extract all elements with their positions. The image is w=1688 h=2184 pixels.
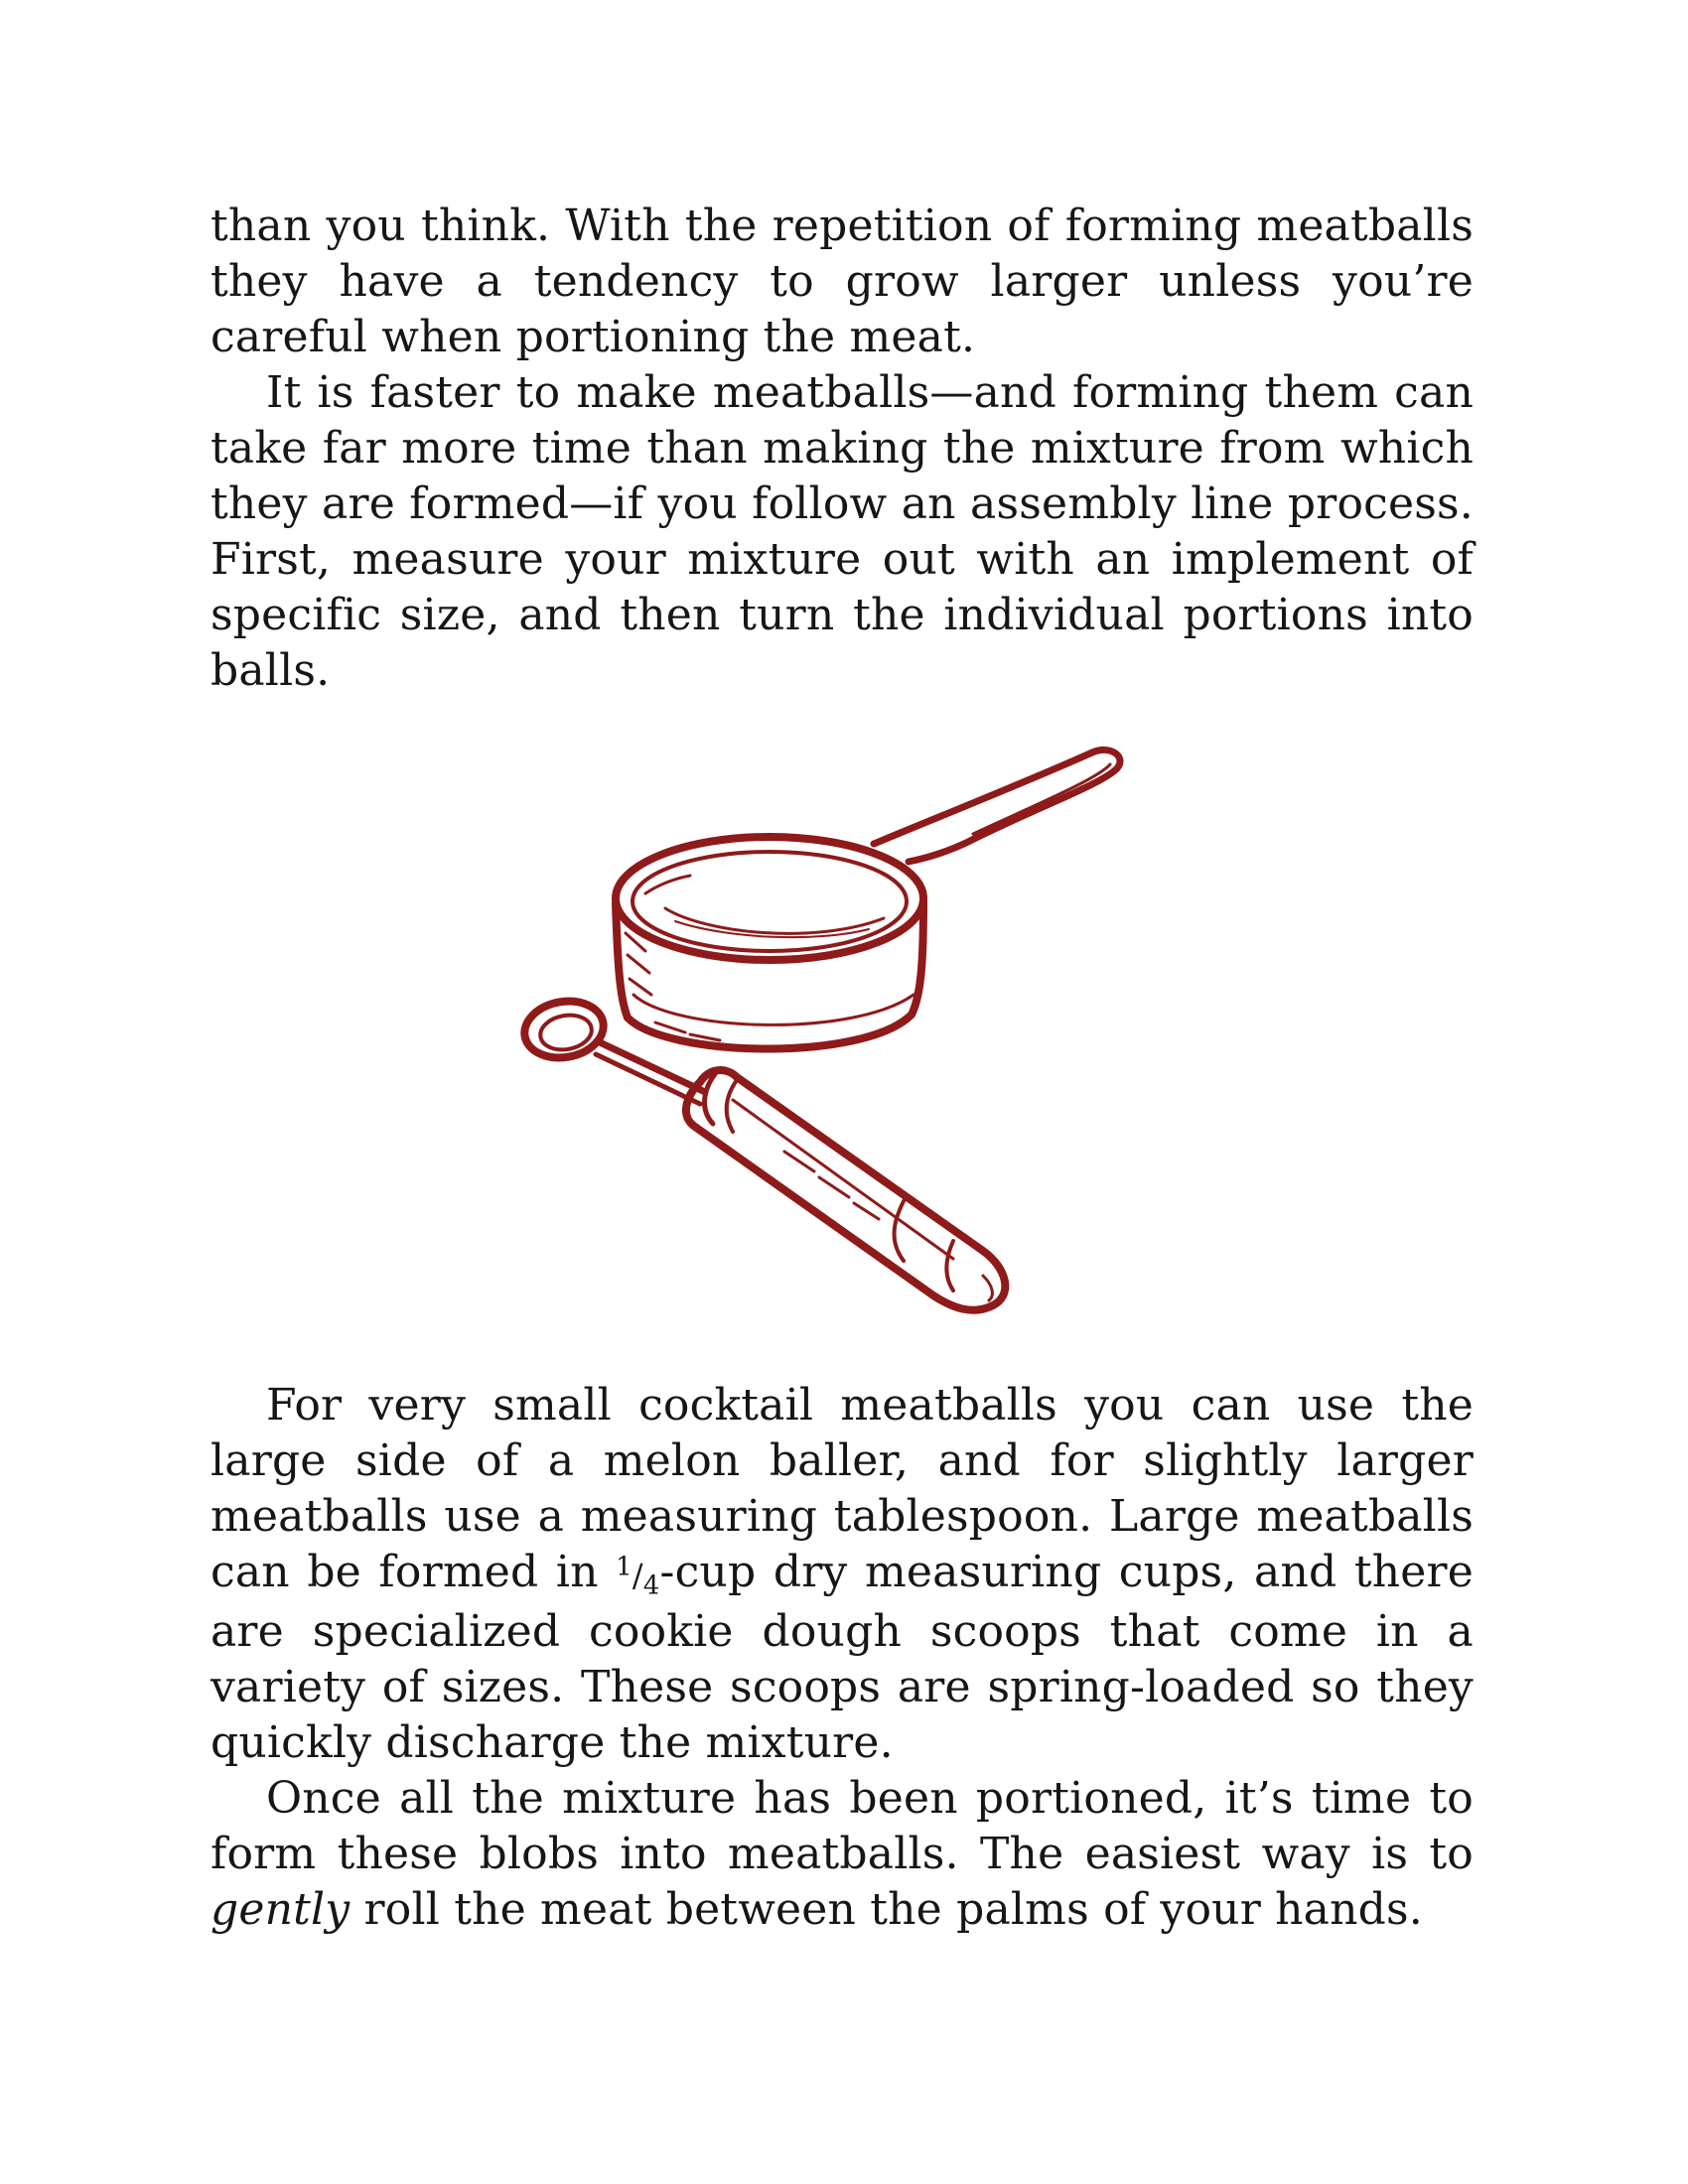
fraction-denominator: 4 [642,1570,660,1601]
paragraph-continuation: than you think. With the repetition of forming meatballs they have a tendency to grow larger unless you’re careful when portioning the meat. [211,201,1474,362]
text-block-bottom [211,1378,1474,1938]
paragraph-3-after-fraction: -cup dry measuring cups, and there are specialized cookie dough scoops that come in a variety of sizes. These scoops are spring-loaded so they quickly discharge the mixture. [211,1547,1474,1768]
paragraph-4-before-italic: Once all the mixture has been portioned, it’s time to form these blobs into meatballs. The easiest way is to [211,1773,1474,1879]
fraction-numerator: 1 [616,1552,633,1582]
paragraph-forming [211,1771,1474,1938]
measuring-cup-icon [616,750,1120,1048]
paragraph-4-after-italic: roll the meat between the palms of your hands. [350,1884,1423,1935]
quarter-fraction: $^1/_4$ [616,1552,660,1601]
paragraph-3-before-fraction: For very small cocktail meatballs you can use the large side of a melon baller, and for slightly larger meatballs use a measuring tablespoon. Large meatballs can be formed in [211,1380,1474,1597]
melon-baller-icon [520,995,1006,1309]
paragraph-assembly-line: It is faster to make meatballs—and forming them can take far more time than making the mixture from which they are formed—if you follow an assembly line process. First, measure your mixture out with an implement of specific size, and then turn the individual portions into balls. [211,367,1474,696]
measuring-tools-illustration [516,735,1192,1330]
emphasis-gently: gently [211,1884,351,1935]
text-block-top [211,199,1474,699]
paragraph-portioning-tools [211,1378,1474,1771]
